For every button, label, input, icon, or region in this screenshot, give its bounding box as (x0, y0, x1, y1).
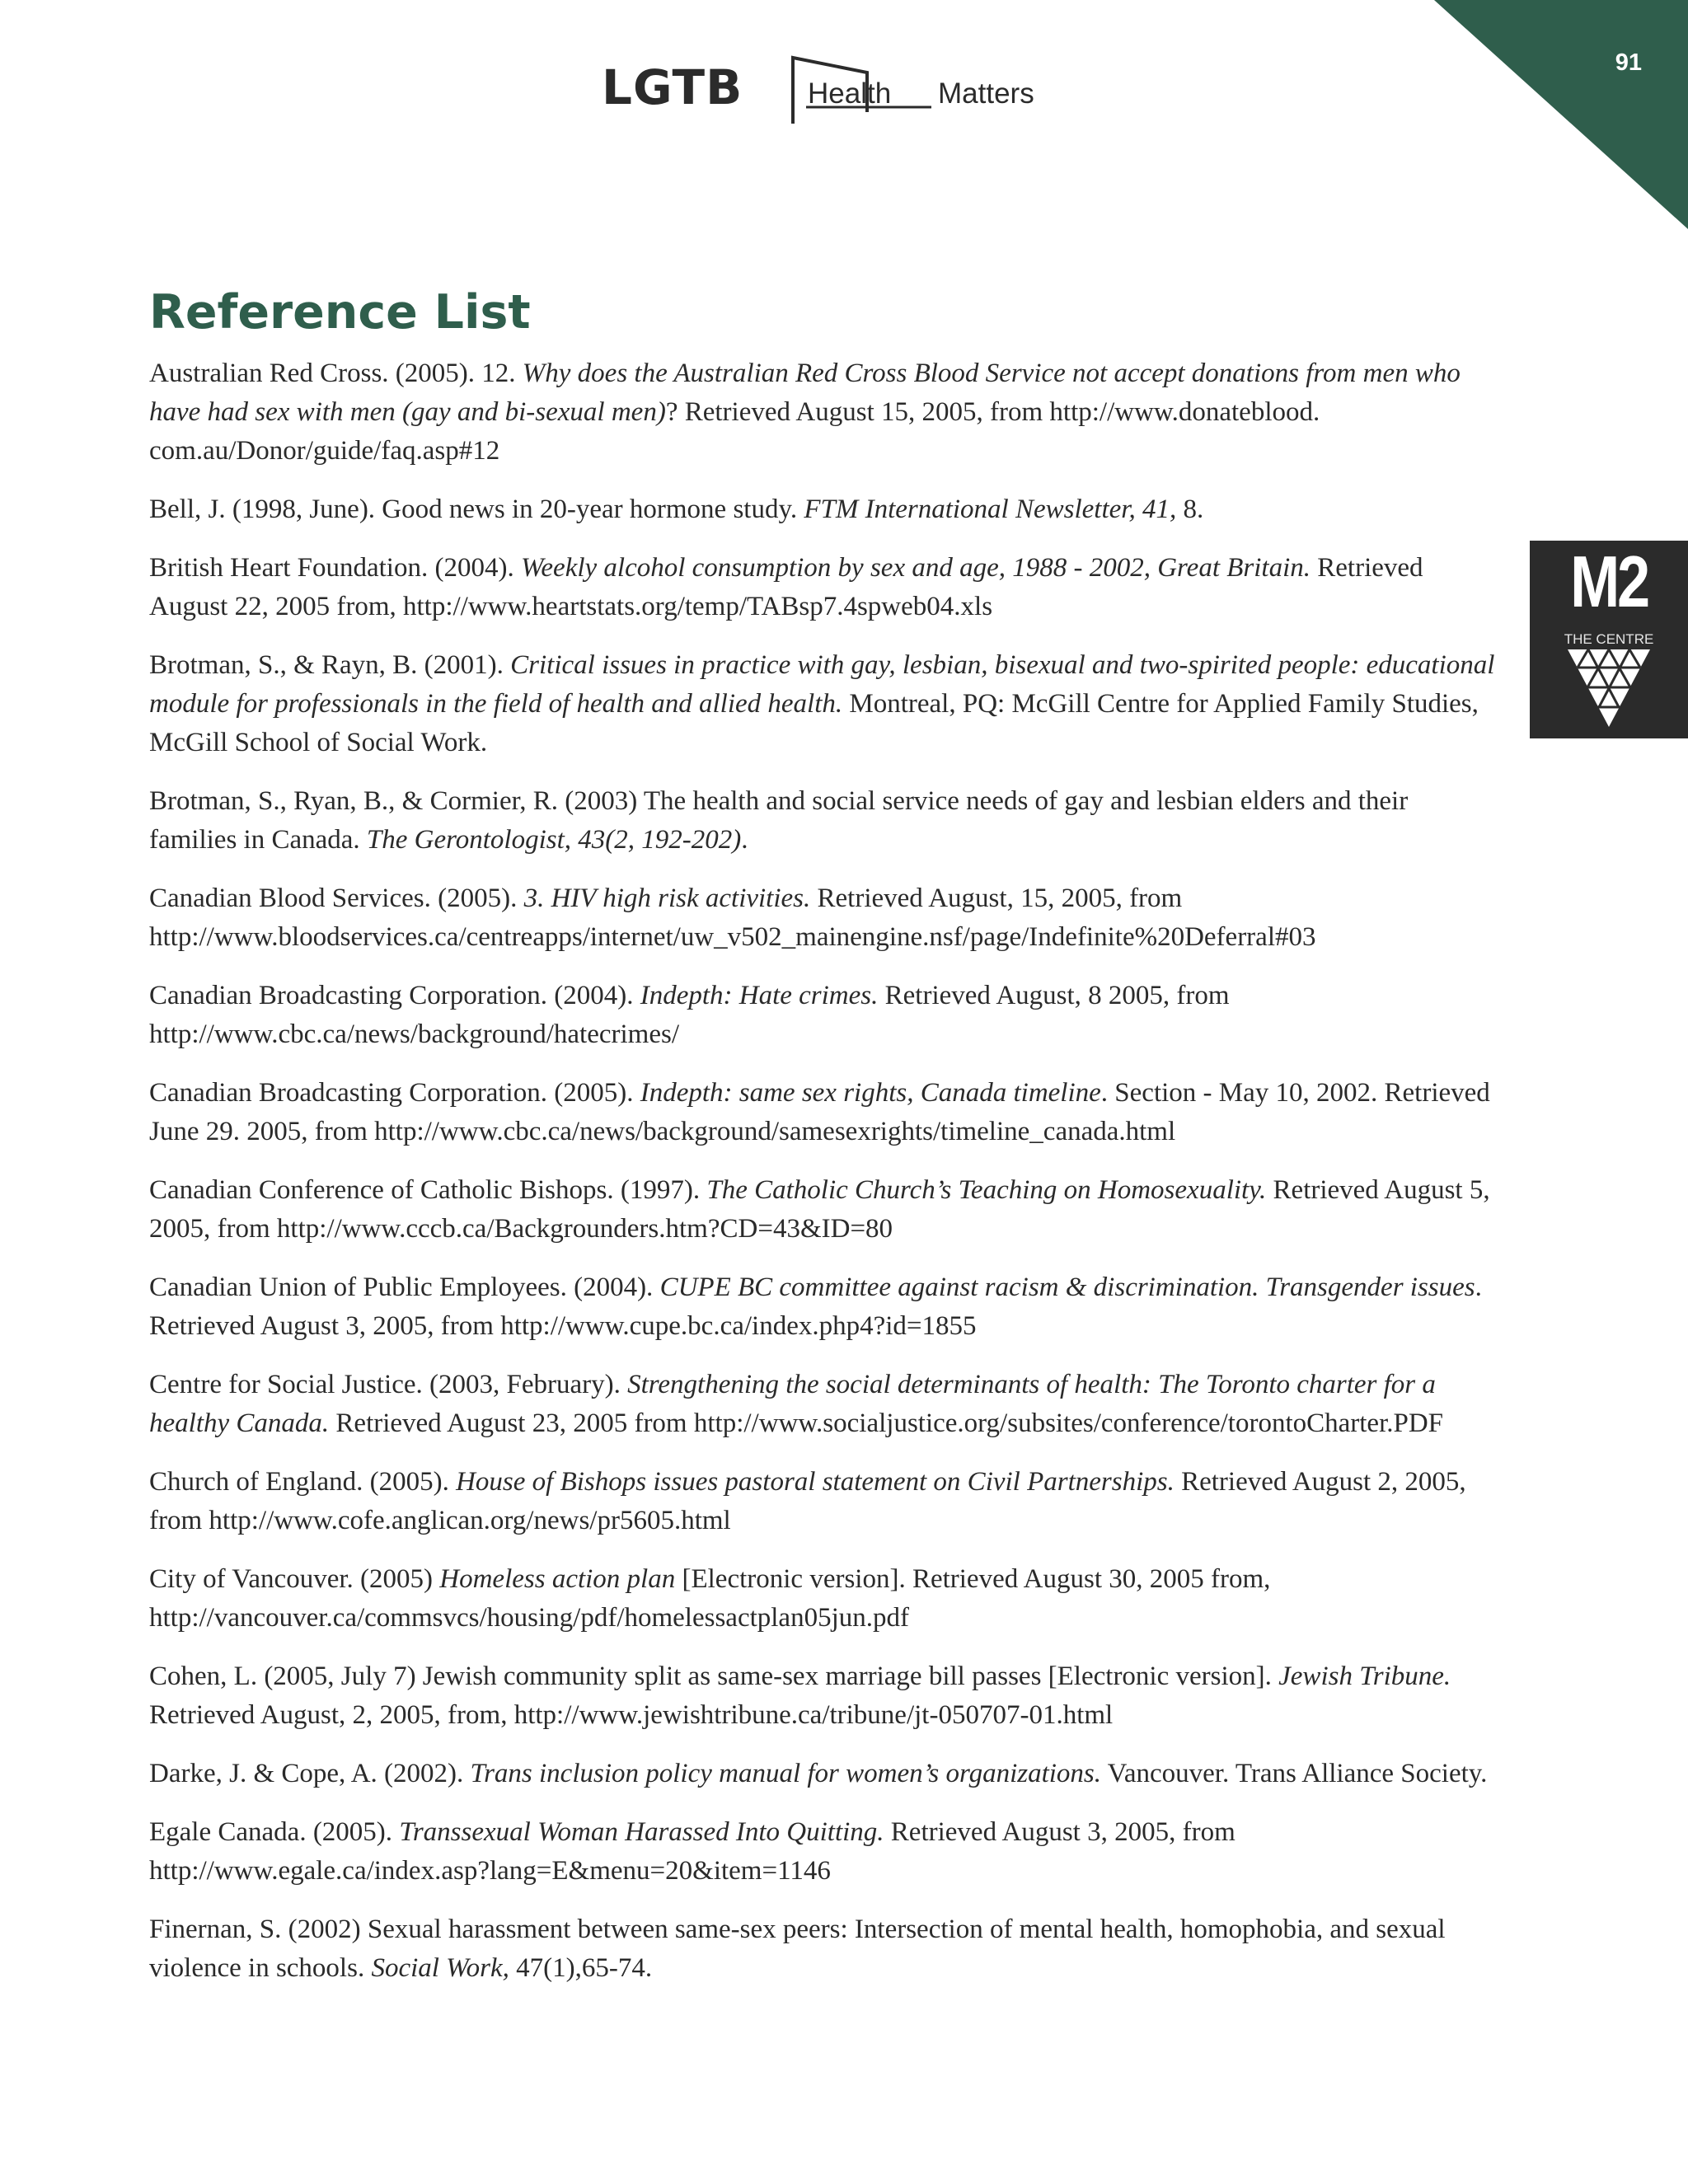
reference-text: Retrieved August, 2, 2005, from, http://www.jewishtribune.ca/tribune/jt-050707-01.html (149, 1700, 1114, 1730)
reference-title: Why does the Australian Red Cross Blood Service not accept donations from men who have had sex with men (gay and bi-sexual men) (149, 359, 1461, 427)
reference-text: Retrieved August, 8 2005, from http://www.cbc.ca/news/background/hatecrimes/ (149, 981, 1230, 1049)
reference-text: Retrieved August 23, 2005 from http://www.socialjustice.org/subsites/conference/​torontoCharter.PDF (329, 1408, 1444, 1438)
reference-list (149, 354, 1501, 2008)
reference-entry (149, 1813, 1501, 1891)
reference-text: Darke, J. & Cope, A. (2002). (149, 1759, 471, 1788)
centre-logo-icon (1566, 646, 1652, 729)
reference-text: Canadian Blood Services. (2005). (149, 883, 524, 913)
module-code: M2 (1570, 541, 1648, 622)
reference-title: Trans inclusion policy manual for women’s organizations. (470, 1759, 1102, 1788)
reference-text: . (741, 825, 748, 855)
reference-text: Canadian Conference of Catholic Bishops. (1997). (149, 1175, 707, 1205)
reference-entry (149, 977, 1501, 1054)
reference-text: Canadian Union of Public Employees. (2004). (149, 1272, 660, 1302)
reference-title: CUPE BC committee against racism & discrimination. Transgender issues (659, 1272, 1475, 1302)
reference-text: ? Retrieved August 15, 2005, from http://www.donateblood.​com.au/Donor/guide/faq.asp#12 (149, 397, 1320, 466)
reference-text: Finernan, S. (2002) Sexual harassment between same-sex peers: Intersection of mental health, homophobia, and sexual violence in schools. (149, 1915, 1446, 1983)
reference-text: Retrieved August 22, 2005 from, http://www.heartstats.org/temp/TABsp7.4spweb04.xls (149, 553, 1423, 621)
reference-title: House of Bishops issues pastoral statement on Civil Partnerships. (456, 1467, 1175, 1497)
reference-entry (149, 1910, 1501, 1988)
reference-entry (149, 1366, 1501, 1443)
centre-label: THE CENTRE (1564, 631, 1654, 647)
reference-entry (149, 879, 1501, 957)
header-logo (602, 53, 1096, 135)
reference-text: . Section - May 10, 2002. Retrieved June 29. 2005, from http://www.cbc.ca/news/background/samesexrights/timeline_canada.html (149, 1078, 1490, 1146)
reference-text: [Electronic version]. Retrieved August 30, 2005 from, http://vancouver.ca/commsvcs/housing/pdf/homelessactplan05jun.pdf (149, 1564, 1271, 1633)
reference-title: Strengthening the social determinants of health: The Toronto charter for a healthy Canada. (149, 1370, 1436, 1438)
reference-text: Egale Canada. (2005). (149, 1817, 400, 1847)
reference-title: Indepth: Hate crimes. (640, 981, 879, 1010)
reference-entry (149, 1755, 1501, 1793)
reference-title: FTM International Newsletter, 41, (804, 494, 1177, 524)
reference-title: Homeless action plan (439, 1564, 676, 1594)
reference-title: The Catholic Church’s Teaching on Homosexuality. (706, 1175, 1267, 1205)
reference-title: Jewish Tribune. (1278, 1661, 1451, 1691)
reference-text: Retrieved August 5, 2005, from http://www.cccb.ca/Backgrounders.htm?CD=43&ID=80 (149, 1175, 1490, 1244)
page-title: Reference List (149, 285, 531, 340)
reference-text: Vancouver. Trans Alliance Society. (1101, 1759, 1488, 1788)
reference-entry (149, 646, 1501, 762)
reference-text: Retrieved August 2, 2005, from http://www.cofe.anglican.org/news/pr5605.html (149, 1467, 1466, 1535)
reference-entry (149, 1560, 1501, 1638)
reference-text: Church of England. (2005). (149, 1467, 457, 1497)
reference-text: 8. (1176, 494, 1204, 524)
reference-title: Transsexual Woman Harassed Into Quitting. (399, 1817, 884, 1847)
reference-text: British Heart Foundation. (2004). (149, 553, 521, 583)
reference-entry (149, 1657, 1501, 1735)
reference-entry (149, 1268, 1501, 1346)
reference-text: Bell, J. (1998, June). Good news in 20-year hormone study. (149, 494, 804, 524)
page-number: 91 (1615, 49, 1642, 76)
reference-text: Brotman, S., & Rayn, B. (2001). (149, 650, 511, 680)
reference-entry (149, 1171, 1501, 1249)
module-tab (1530, 541, 1688, 738)
reference-title: 3. HIV high risk activities. (523, 883, 811, 913)
logo-matters-text: Matters (938, 77, 1034, 110)
reference-title: Weekly alcohol consumption by sex and age, 1988 - 2002, Great Britain. (520, 553, 1311, 583)
reference-text: Canadian Broadcasting Corporation. (2004). (149, 981, 640, 1010)
reference-text: . Retrieved August 3, 2005, from http://www.cupe.bc.ca/index.php4?id=1855 (149, 1272, 1482, 1341)
reference-entry (149, 490, 1501, 529)
reference-text: Canadian Broadcasting Corporation. (2005). (149, 1078, 640, 1108)
reference-title: Social Work, (371, 1953, 509, 1983)
reference-text: Australian Red Cross. (2005). 12. (149, 359, 523, 388)
reference-entry (149, 549, 1501, 626)
corner-triangle (1434, 0, 1688, 229)
reference-text: Montreal, PQ: McGill Centre for Applied Family Studies, McGill School of Social Work. (149, 689, 1479, 757)
reference-text: 47(1),65-74. (509, 1953, 653, 1983)
reference-entry (149, 782, 1501, 860)
reference-text: Brotman, S., Ryan, B., & Cormier, R. (2003) The health and social service needs of gay and lesbian elders and their families in Canada. (149, 786, 1409, 855)
reference-entry (149, 354, 1501, 471)
reference-entry (149, 1074, 1501, 1151)
reference-title: Critical issues in practice with gay, lesbian, bisexual and two-spirited people: educational module for professionals in the field of health and allied health. (149, 650, 1495, 719)
reference-text: Centre for Social Justice. (2003, February). (149, 1370, 628, 1399)
reference-text: Retrieved August, 15, 2005, from http://www.bloodservices.ca/centreapps/internet/uw_v502_mainengine.nsf/page/Indefinite%20Deferral#03 (149, 883, 1316, 952)
reference-title: Indepth: same sex rights, Canada timeline (640, 1078, 1101, 1108)
logo-health-text: Health (808, 77, 892, 110)
reference-entry (149, 1463, 1501, 1540)
reference-title: The Gerontologist, 43(2, 192-202) (366, 825, 742, 855)
reference-text: Retrieved August 3, 2005, from http://www.egale.ca/index.asp?lang=E&menu=20&item=1146 (149, 1817, 1236, 1886)
reference-text: Cohen, L. (2005, July 7) Jewish community split as same-sex marriage bill passes [Electronic version]. (149, 1661, 1279, 1691)
reference-text: City of Vancouver. (2005) (149, 1564, 440, 1594)
logo-lgtb-text: LGTB (602, 59, 743, 115)
